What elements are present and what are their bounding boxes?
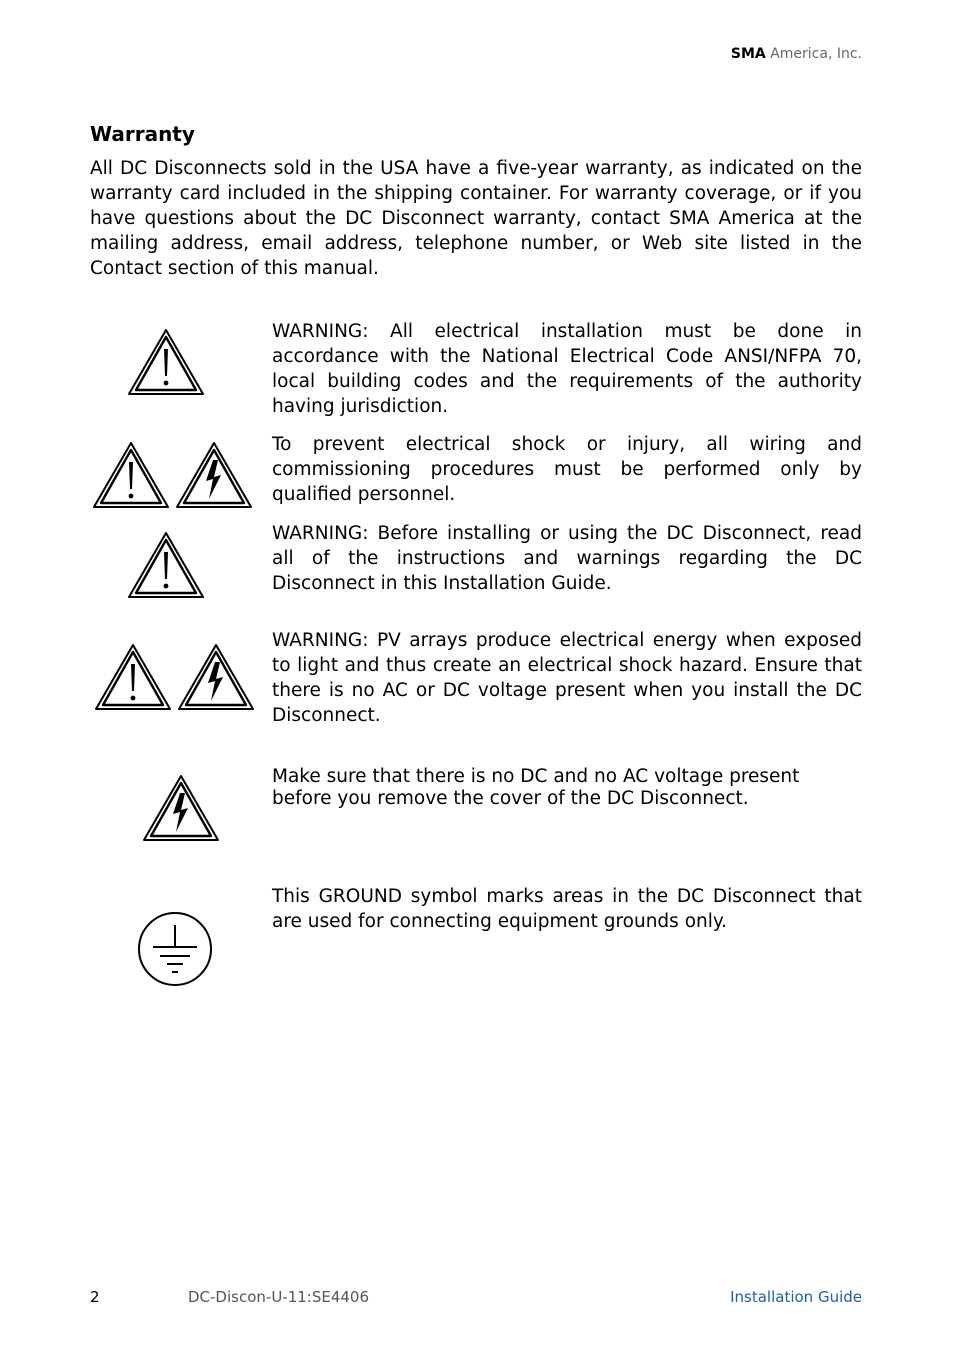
section-title: Warranty — [90, 122, 195, 146]
header-brand: SMA — [730, 46, 766, 62]
notice-text-2: To prevent electrical shock or injury, all wiring and commissioning procedures must be performed only by qualified personnel. — [272, 434, 862, 505]
header-company: America, Inc. — [770, 46, 862, 62]
warning-icon — [95, 642, 173, 712]
warranty-paragraph: All DC Disconnects sold in the USA have a five-year warranty, as indicated on the warranty card included in the shipping container. For warranty coverage, or if you have questions about the DC Disconnect warranty, contact SMA America at the mailing address, email address, telephone number, or Web site listed in the Contact section of this manual. — [90, 158, 862, 279]
warning-icon — [93, 440, 171, 510]
document-id: DC-Discon-U-11:SE4406 — [188, 1288, 370, 1306]
footer-guide-title: Installation Guide — [730, 1288, 862, 1306]
warning-icon — [128, 530, 206, 600]
notice-text-3: WARNING: Before installing or using the DC Disconnect, read all of the instructions and warnings regarding the DC Disconnect in this Installation Guide. — [272, 523, 862, 594]
page-number: 2 — [90, 1288, 100, 1306]
warning-icon — [128, 327, 206, 397]
shock-hazard-icon — [178, 642, 256, 712]
shock-hazard-icon — [176, 440, 254, 510]
notice-text-5: Make sure that there is no DC and no AC voltage present before you remove the cover of the DC Disconnect. — [272, 766, 800, 809]
notice-text-1: WARNING: All electrical installation must be done in accordance with the National Electrical Code ANSI/NFPA 70, local building codes and the requirements of the authority having jurisdiction. — [272, 321, 862, 417]
shock-hazard-icon — [143, 773, 221, 843]
page-header — [731, 46, 862, 62]
notice-text-6: This GROUND symbol marks areas in the DC Disconnect that are used for connecting equipment grounds only. — [272, 886, 862, 932]
notice-text-4: WARNING: PV arrays produce electrical energy when exposed to light and thus create an electrical shock hazard. Ensure that there is no AC or DC voltage present when you install the DC Disconnect. — [272, 630, 862, 726]
ground-symbol-icon — [137, 911, 213, 987]
